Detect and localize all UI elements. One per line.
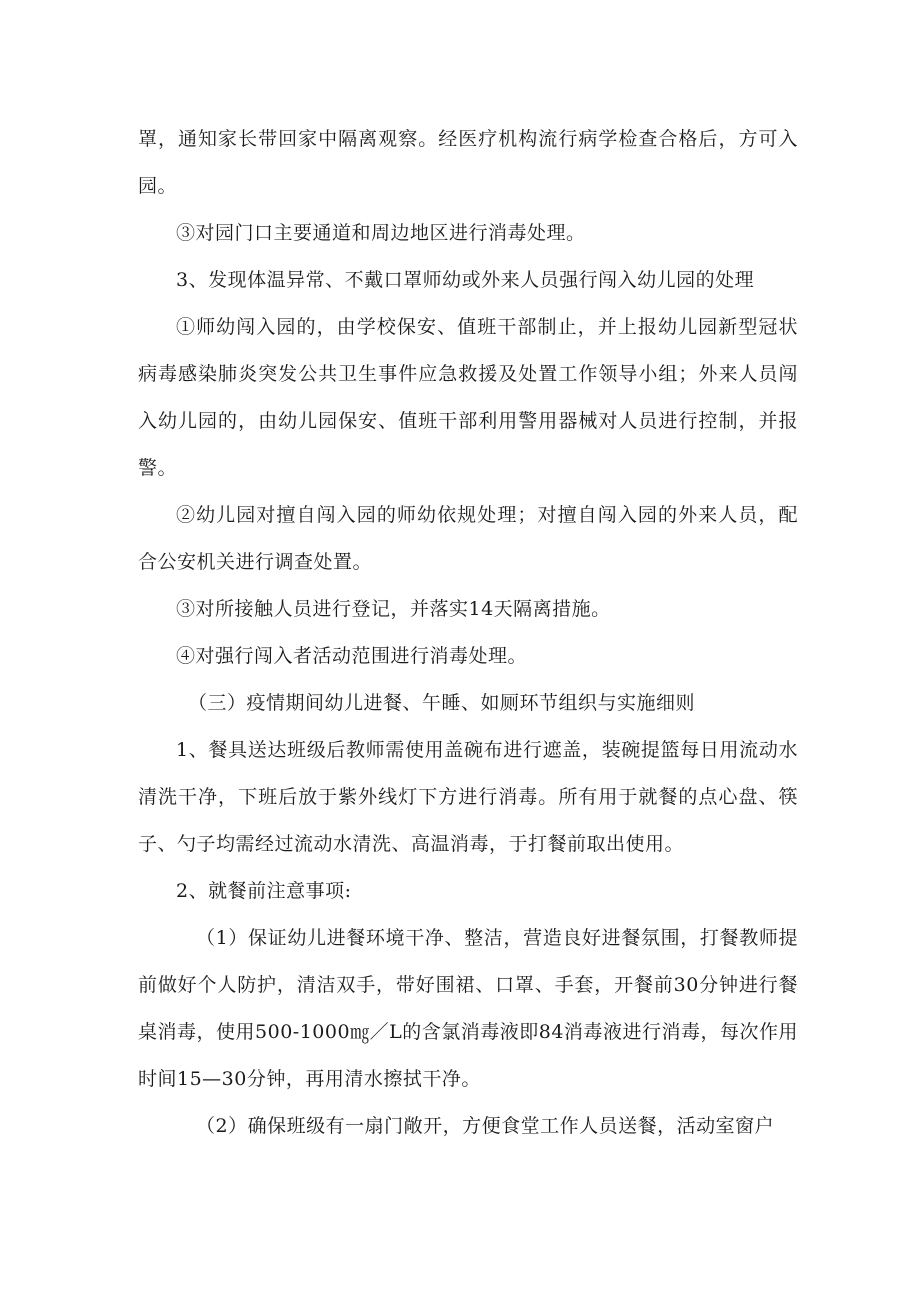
- paragraph-item-1: ①师幼闯入园的，由学校保安、值班干部制止，并上报幼儿园新型冠状病毒感染肺炎突发公共卫生事件应急救援及处置工作领导小组；外来人员闯入幼儿园的，由幼儿园保安、值班干部利用警用器械对人员进行控制，并报警。: [138, 316, 798, 479]
- paragraph-item-4: ④对强行闯入者活动范围进行消毒处理。: [176, 645, 528, 667]
- document-body: [138, 116, 798, 1150]
- paragraph-meal-1: 1、餐具送达班级后教师需使用盖碗布进行遮盖，装碗提篮每日用流动水清洗干净，下班后放于紫外线灯下方进行消毒。所有用于就餐的点心盘、筷子、勺子均需经过流动水清洗、高温消毒，于打餐前取出使用。: [138, 739, 798, 855]
- paragraph-meal-2-1: （1）保证幼儿进餐环境干净、整洁，营造良好进餐氛围，打餐教师提前做好个人防护，清洁双手，带好围裙、口罩、手套，开餐前30分钟进行餐桌消毒，使用500-1000㎎／L的含氯消毒液即84消毒液进行消毒，每次作用时间15—30分钟，再用清水擦拭干净。: [138, 927, 798, 1090]
- paragraph-item-2: ②幼儿园对擅自闯入园的师幼依规处理；对擅自闯入园的外来人员，配合公安机关进行调查处置。: [138, 504, 798, 573]
- section-heading-three: （三）疫情期间幼儿进餐、午睡、如厕环节组织与实施细则: [188, 692, 696, 714]
- paragraph-meal-2: 2、就餐前注意事项:: [176, 880, 352, 902]
- paragraph-meal-2-2: （2）确保班级有一扇门敞开，方便食堂工作人员送餐，活动室窗户: [196, 1115, 775, 1137]
- paragraph-item-3: ③对所接触人员进行登记，并落实14天隔离措施。: [176, 598, 611, 620]
- paragraph-gate-disinfection: ③对园门口主要通道和周边地区进行消毒处理。: [176, 222, 586, 244]
- section-heading-3: 3、发现体温异常、不戴口罩师幼或外来人员强行闯入幼儿园的处理: [176, 269, 755, 291]
- paragraph-continuation: 罩，通知家长带回家中隔离观察。经医疗机构流行病学检查合格后，方可入园。: [138, 128, 798, 197]
